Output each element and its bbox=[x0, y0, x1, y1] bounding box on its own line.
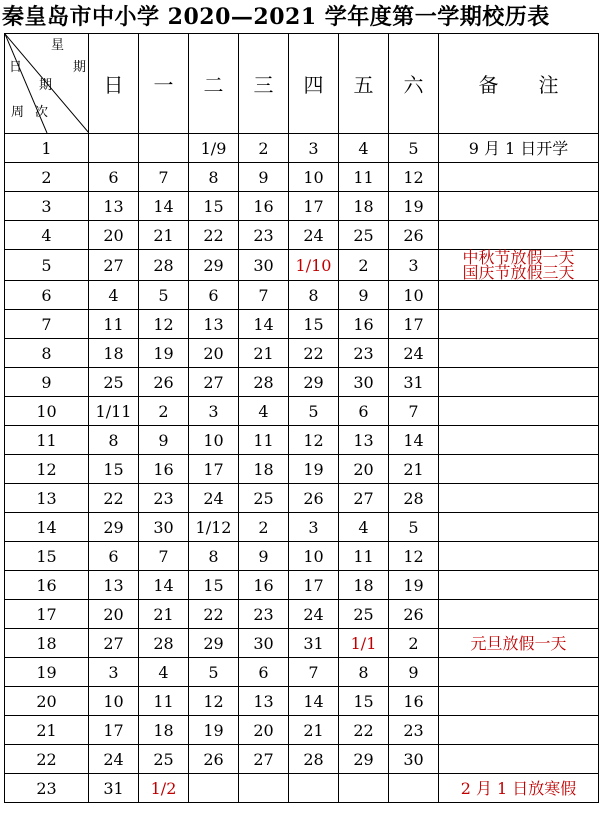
week-row bbox=[5, 455, 599, 484]
day-cell: 20 bbox=[89, 221, 139, 250]
week-row bbox=[5, 542, 599, 571]
day-cell: 13 bbox=[189, 310, 239, 339]
day-cell: 17 bbox=[389, 310, 439, 339]
day-cell: 4 bbox=[339, 513, 389, 542]
day-cell: 15 bbox=[289, 310, 339, 339]
note-cell bbox=[439, 484, 599, 513]
day-cell: 4 bbox=[89, 281, 139, 310]
note-cell bbox=[439, 310, 599, 339]
day-cell: 13 bbox=[89, 192, 139, 221]
day-cell: 31 bbox=[389, 368, 439, 397]
day-cell: 7 bbox=[139, 163, 189, 192]
week-row bbox=[5, 221, 599, 250]
week-number: 2 bbox=[5, 163, 89, 192]
day-cell: 21 bbox=[139, 600, 189, 629]
day-cell bbox=[239, 774, 289, 803]
note-cell bbox=[439, 221, 599, 250]
day-cell: 4 bbox=[239, 397, 289, 426]
week-number: 11 bbox=[5, 426, 89, 455]
day-cell: 22 bbox=[89, 484, 139, 513]
day-cell bbox=[189, 774, 239, 803]
day-cell bbox=[389, 774, 439, 803]
day-cell: 24 bbox=[289, 221, 339, 250]
day-cell: 13 bbox=[239, 687, 289, 716]
week-number: 4 bbox=[5, 221, 89, 250]
day-cell: 15 bbox=[339, 687, 389, 716]
day-cell: 20 bbox=[339, 455, 389, 484]
note-cell bbox=[439, 281, 599, 310]
day-cell: 10 bbox=[189, 426, 239, 455]
day-cell: 7 bbox=[389, 397, 439, 426]
day-cell: 20 bbox=[189, 339, 239, 368]
day-cell: 1/11 bbox=[89, 397, 139, 426]
week-number: 3 bbox=[5, 192, 89, 221]
day-cell: 30 bbox=[239, 629, 289, 658]
day-cell: 6 bbox=[339, 397, 389, 426]
day-cell: 15 bbox=[89, 455, 139, 484]
day-cell: 26 bbox=[289, 484, 339, 513]
day-cell: 18 bbox=[339, 571, 389, 600]
week-row bbox=[5, 134, 599, 163]
day-cell: 14 bbox=[389, 426, 439, 455]
day-cell: 8 bbox=[189, 163, 239, 192]
week-number: 14 bbox=[5, 513, 89, 542]
week-row bbox=[5, 163, 599, 192]
day-cell: 28 bbox=[389, 484, 439, 513]
week-row bbox=[5, 658, 599, 687]
day-cell: 17 bbox=[289, 192, 339, 221]
day-cell: 16 bbox=[239, 571, 289, 600]
day-cell: 9 bbox=[389, 658, 439, 687]
day-cell: 26 bbox=[389, 600, 439, 629]
day-cell: 7 bbox=[239, 281, 289, 310]
week-number: 23 bbox=[5, 774, 89, 803]
day-cell: 4 bbox=[339, 134, 389, 163]
day-cell: 25 bbox=[89, 368, 139, 397]
day-cell: 19 bbox=[389, 192, 439, 221]
day-cell: 19 bbox=[139, 339, 189, 368]
day-cell bbox=[139, 134, 189, 163]
day-cell: 9 bbox=[239, 163, 289, 192]
week-row bbox=[5, 484, 599, 513]
day-cell: 26 bbox=[389, 221, 439, 250]
week-row bbox=[5, 600, 599, 629]
day-cell: 21 bbox=[289, 716, 339, 745]
day-cell: 20 bbox=[89, 600, 139, 629]
day-cell: 27 bbox=[89, 629, 139, 658]
day-cell: 23 bbox=[339, 339, 389, 368]
note-cell bbox=[439, 192, 599, 221]
note-cell bbox=[439, 368, 599, 397]
day-cell: 31 bbox=[89, 774, 139, 803]
corner-label-xing: 星 bbox=[51, 38, 65, 53]
week-number: 5 bbox=[5, 250, 89, 281]
week-number: 17 bbox=[5, 600, 89, 629]
week-row bbox=[5, 571, 599, 600]
week-row bbox=[5, 281, 599, 310]
day-cell: 18 bbox=[89, 339, 139, 368]
week-row bbox=[5, 339, 599, 368]
day-cell: 11 bbox=[339, 163, 389, 192]
note-cell bbox=[439, 455, 599, 484]
day-cell: 15 bbox=[189, 192, 239, 221]
day-cell: 1/12 bbox=[189, 513, 239, 542]
week-row bbox=[5, 774, 599, 803]
day-cell: 2 bbox=[239, 134, 289, 163]
day-cell: 5 bbox=[189, 658, 239, 687]
note-cell bbox=[439, 745, 599, 774]
day-cell: 11 bbox=[139, 687, 189, 716]
week-row bbox=[5, 310, 599, 339]
day-cell: 26 bbox=[139, 368, 189, 397]
day-cell: 8 bbox=[289, 281, 339, 310]
day-cell: 10 bbox=[289, 163, 339, 192]
day-cell: 5 bbox=[389, 513, 439, 542]
note-cell: 元旦放假一天 bbox=[439, 629, 599, 658]
day-cell: 12 bbox=[189, 687, 239, 716]
week-row bbox=[5, 426, 599, 455]
day-cell: 3 bbox=[189, 397, 239, 426]
day-cell: 24 bbox=[389, 339, 439, 368]
week-number: 1 bbox=[5, 134, 89, 163]
day-cell: 16 bbox=[239, 192, 289, 221]
day-cell: 30 bbox=[239, 250, 289, 281]
day-cell: 5 bbox=[139, 281, 189, 310]
day-cell: 15 bbox=[189, 571, 239, 600]
day-cell bbox=[89, 134, 139, 163]
week-row bbox=[5, 513, 599, 542]
day-cell: 25 bbox=[239, 484, 289, 513]
day-cell: 28 bbox=[139, 629, 189, 658]
week-row bbox=[5, 192, 599, 221]
week-number: 15 bbox=[5, 542, 89, 571]
day-cell: 10 bbox=[389, 281, 439, 310]
day-cell: 31 bbox=[289, 629, 339, 658]
corner-label-ri: 日 bbox=[9, 60, 23, 75]
day-cell: 21 bbox=[139, 221, 189, 250]
day-cell: 6 bbox=[89, 542, 139, 571]
day-cell: 1/2 bbox=[139, 774, 189, 803]
day-cell: 29 bbox=[339, 745, 389, 774]
corner-cell bbox=[5, 34, 89, 134]
note-cell bbox=[439, 163, 599, 192]
day-cell: 6 bbox=[89, 163, 139, 192]
day-cell: 24 bbox=[289, 600, 339, 629]
day-cell: 20 bbox=[239, 716, 289, 745]
day-cell: 16 bbox=[139, 455, 189, 484]
day-cell: 8 bbox=[89, 426, 139, 455]
header-monday: 一 bbox=[139, 34, 189, 134]
note-cell bbox=[439, 600, 599, 629]
day-cell: 6 bbox=[189, 281, 239, 310]
week-number: 19 bbox=[5, 658, 89, 687]
header-row bbox=[5, 34, 599, 134]
week-row bbox=[5, 250, 599, 281]
week-number: 12 bbox=[5, 455, 89, 484]
day-cell: 11 bbox=[339, 542, 389, 571]
week-number: 10 bbox=[5, 397, 89, 426]
day-cell: 17 bbox=[89, 716, 139, 745]
day-cell: 12 bbox=[289, 426, 339, 455]
week-number: 13 bbox=[5, 484, 89, 513]
day-cell: 12 bbox=[389, 163, 439, 192]
day-cell: 19 bbox=[189, 716, 239, 745]
day-cell: 2 bbox=[339, 250, 389, 281]
day-cell: 7 bbox=[289, 658, 339, 687]
day-cell: 29 bbox=[189, 629, 239, 658]
note-cell bbox=[439, 426, 599, 455]
corner-label-qi: 期 bbox=[73, 60, 87, 75]
day-cell: 14 bbox=[289, 687, 339, 716]
day-cell: 22 bbox=[189, 221, 239, 250]
day-cell: 2 bbox=[139, 397, 189, 426]
week-number: 8 bbox=[5, 339, 89, 368]
day-cell: 3 bbox=[289, 134, 339, 163]
day-cell: 26 bbox=[189, 745, 239, 774]
day-cell: 22 bbox=[189, 600, 239, 629]
day-cell: 16 bbox=[389, 687, 439, 716]
day-cell: 1/9 bbox=[189, 134, 239, 163]
week-number: 6 bbox=[5, 281, 89, 310]
week-number: 22 bbox=[5, 745, 89, 774]
day-cell: 16 bbox=[339, 310, 389, 339]
note-cell bbox=[439, 687, 599, 716]
day-cell: 12 bbox=[389, 542, 439, 571]
day-cell: 28 bbox=[139, 250, 189, 281]
day-cell: 3 bbox=[89, 658, 139, 687]
header-tuesday: 二 bbox=[189, 34, 239, 134]
day-cell: 14 bbox=[239, 310, 289, 339]
day-cell: 21 bbox=[389, 455, 439, 484]
day-cell: 13 bbox=[89, 571, 139, 600]
day-cell: 24 bbox=[189, 484, 239, 513]
day-cell: 13 bbox=[339, 426, 389, 455]
day-cell: 29 bbox=[89, 513, 139, 542]
day-cell: 5 bbox=[389, 134, 439, 163]
note-cell bbox=[439, 571, 599, 600]
week-number: 18 bbox=[5, 629, 89, 658]
day-cell: 6 bbox=[239, 658, 289, 687]
day-cell: 9 bbox=[339, 281, 389, 310]
day-cell: 29 bbox=[189, 250, 239, 281]
day-cell: 3 bbox=[289, 513, 339, 542]
day-cell: 14 bbox=[139, 192, 189, 221]
day-cell: 23 bbox=[239, 221, 289, 250]
note-cell bbox=[439, 658, 599, 687]
day-cell: 18 bbox=[239, 455, 289, 484]
day-cell: 28 bbox=[289, 745, 339, 774]
header-saturday: 六 bbox=[389, 34, 439, 134]
week-row bbox=[5, 716, 599, 745]
day-cell: 25 bbox=[139, 745, 189, 774]
day-cell: 18 bbox=[139, 716, 189, 745]
day-cell: 17 bbox=[189, 455, 239, 484]
header-friday: 五 bbox=[339, 34, 389, 134]
week-number: 16 bbox=[5, 571, 89, 600]
day-cell: 14 bbox=[139, 571, 189, 600]
day-cell: 23 bbox=[239, 600, 289, 629]
day-cell: 2 bbox=[239, 513, 289, 542]
day-cell: 27 bbox=[189, 368, 239, 397]
day-cell: 1/10 bbox=[289, 250, 339, 281]
note-cell bbox=[439, 716, 599, 745]
week-number: 7 bbox=[5, 310, 89, 339]
day-cell: 18 bbox=[339, 192, 389, 221]
week-row bbox=[5, 687, 599, 716]
week-row bbox=[5, 629, 599, 658]
day-cell: 10 bbox=[89, 687, 139, 716]
day-cell: 28 bbox=[239, 368, 289, 397]
day-cell: 11 bbox=[89, 310, 139, 339]
day-cell: 11 bbox=[239, 426, 289, 455]
week-number: 20 bbox=[5, 687, 89, 716]
day-cell: 17 bbox=[289, 571, 339, 600]
note-cell: 2 月 1 日放寒假 bbox=[439, 774, 599, 803]
note-cell bbox=[439, 542, 599, 571]
day-cell: 25 bbox=[339, 221, 389, 250]
day-cell: 21 bbox=[239, 339, 289, 368]
corner-label-qi-2: 期 bbox=[39, 78, 53, 93]
header-notes: 备 注 bbox=[439, 34, 599, 134]
week-row bbox=[5, 368, 599, 397]
day-cell bbox=[289, 774, 339, 803]
day-cell: 30 bbox=[139, 513, 189, 542]
day-cell: 30 bbox=[389, 745, 439, 774]
week-row bbox=[5, 397, 599, 426]
week-number: 21 bbox=[5, 716, 89, 745]
day-cell: 5 bbox=[289, 397, 339, 426]
day-cell: 1/1 bbox=[339, 629, 389, 658]
day-cell: 23 bbox=[389, 716, 439, 745]
day-cell: 10 bbox=[289, 542, 339, 571]
day-cell: 19 bbox=[389, 571, 439, 600]
day-cell: 9 bbox=[139, 426, 189, 455]
day-cell: 8 bbox=[339, 658, 389, 687]
day-cell: 12 bbox=[139, 310, 189, 339]
day-cell: 30 bbox=[339, 368, 389, 397]
week-number: 9 bbox=[5, 368, 89, 397]
header-thursday: 四 bbox=[289, 34, 339, 134]
day-cell: 23 bbox=[139, 484, 189, 513]
header-sunday: 日 bbox=[89, 34, 139, 134]
day-cell: 7 bbox=[139, 542, 189, 571]
day-cell: 29 bbox=[289, 368, 339, 397]
note-cell bbox=[439, 339, 599, 368]
header-wednesday: 三 bbox=[239, 34, 289, 134]
day-cell: 22 bbox=[339, 716, 389, 745]
school-calendar-table bbox=[4, 33, 599, 803]
week-row bbox=[5, 745, 599, 774]
day-cell: 2 bbox=[389, 629, 439, 658]
day-cell: 22 bbox=[289, 339, 339, 368]
page-title: 秦皇岛市中小学 2020—2021 学年度第一学期校历表 bbox=[2, 4, 550, 30]
day-cell: 27 bbox=[89, 250, 139, 281]
day-cell: 3 bbox=[389, 250, 439, 281]
day-cell: 27 bbox=[239, 745, 289, 774]
day-cell: 4 bbox=[139, 658, 189, 687]
day-cell: 25 bbox=[339, 600, 389, 629]
corner-label-ci: 次 bbox=[35, 105, 49, 120]
day-cell: 9 bbox=[239, 542, 289, 571]
note-cell: 9 月 1 日开学 bbox=[439, 134, 599, 163]
day-cell: 24 bbox=[89, 745, 139, 774]
note-cell: 中秋节放假一天 国庆节放假三天 bbox=[439, 250, 599, 281]
day-cell: 27 bbox=[339, 484, 389, 513]
note-cell bbox=[439, 513, 599, 542]
corner-label-zhou: 周 bbox=[11, 105, 25, 120]
note-cell bbox=[439, 397, 599, 426]
day-cell bbox=[339, 774, 389, 803]
day-cell: 8 bbox=[189, 542, 239, 571]
day-cell: 19 bbox=[289, 455, 339, 484]
